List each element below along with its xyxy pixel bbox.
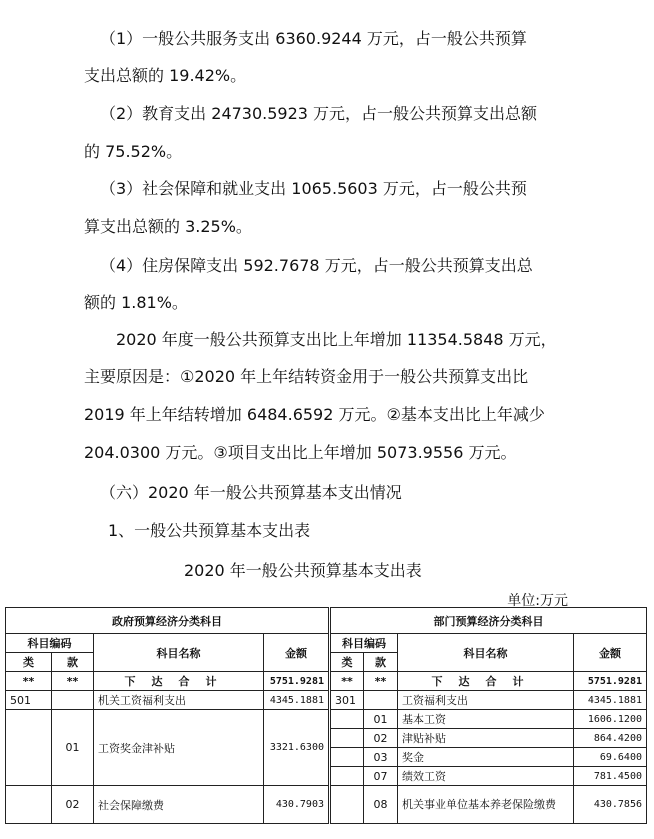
g02-r-amount: 430.7856 (574, 786, 647, 824)
section-heading: （六）2020 年一般公共预算基本支出情况 (100, 483, 402, 502)
g02-r-item: 08 (364, 786, 398, 824)
empty-cell (6, 786, 52, 824)
empty-cell (330, 729, 364, 748)
g01-r3-amount: 781.4500 (574, 767, 647, 786)
g01-r1-item: 02 (364, 729, 398, 748)
total-r-class: ** (330, 672, 364, 691)
left-group-header: 政府预算经济分类科目 (6, 608, 330, 634)
g01-r2-amount: 69.6400 (574, 748, 647, 767)
g01-r0-name: 基本工资 (398, 710, 574, 729)
empty-cell (6, 710, 52, 786)
p5-line4: 204.0300 万元。③项目支出比上年增加 5073.9556 万元。 (84, 443, 517, 462)
table-row (6, 786, 647, 824)
left-amount-header: 金额 (264, 634, 330, 672)
g01-l-name: 工资奖金津补贴 (94, 710, 264, 786)
row501-r-name: 工资福利支出 (398, 691, 574, 710)
g02-l-amount: 430.7903 (264, 786, 330, 824)
left-item-header: 款 (52, 653, 94, 672)
empty-cell (330, 786, 364, 824)
empty-cell (330, 767, 364, 786)
p2-line2: 的 75.52%。 (84, 142, 183, 161)
total-r-name: 下达合计 (398, 672, 574, 691)
row501-l-name: 机关工资福利支出 (94, 691, 264, 710)
empty-cell (364, 691, 398, 710)
empty-cell (330, 710, 364, 729)
g01-l-item: 01 (52, 710, 94, 786)
p2-line1: （2）教育支出 24730.5923 万元，占一般公共预算支出总额 (100, 104, 538, 123)
p3-line1: （3）社会保障和就业支出 1065.5603 万元，占一般公共预 (100, 179, 527, 198)
p4-line2: 额的 1.81%。 (84, 293, 188, 312)
g02-r-name: 机关事业单位基本养老保险缴费 (398, 786, 574, 824)
right-group-header: 部门预算经济分类科目 (330, 608, 647, 634)
total-r-item: ** (364, 672, 398, 691)
p1-line2: 支出总额的 19.42%。 (84, 66, 247, 85)
row501-l-amount: 4345.1881 (264, 691, 330, 710)
right-class-header: 类 (330, 653, 364, 672)
row501-r-class: 301 (330, 691, 364, 710)
right-item-header: 款 (364, 653, 398, 672)
empty-cell (52, 691, 94, 710)
p5-line1: 2020 年度一般公共预算支出比上年增加 11354.5848 万元， (116, 330, 557, 349)
right-name-header: 科目名称 (398, 634, 574, 672)
g01-r1-name: 津贴补贴 (398, 729, 574, 748)
row501-l-class: 501 (6, 691, 52, 710)
table-title: 2020 年一般公共预算基本支出表 (184, 561, 422, 580)
g01-r3-name: 绩效工资 (398, 767, 574, 786)
unit-label: 单位:万元 (507, 593, 568, 609)
g02-l-name: 社会保障缴费 (94, 786, 264, 824)
g01-r3-item: 07 (364, 767, 398, 786)
g01-l-amount: 3321.6300 (264, 710, 330, 786)
p1-line1: （1）一般公共服务支出 6360.9244 万元，占一般公共预算 (100, 29, 527, 48)
total-row (6, 672, 647, 691)
p4-line1: （4）住房保障支出 592.7678 万元，占一般公共预算支出总 (100, 256, 533, 275)
total-l-name: 下达合计 (94, 672, 264, 691)
g01-r0-item: 01 (364, 710, 398, 729)
total-r-amount: 5751.9281 (574, 672, 647, 691)
right-amount-header: 金额 (574, 634, 647, 672)
subsection-heading: 1、一般公共预算基本支出表 (108, 521, 311, 540)
total-l-class: ** (6, 672, 52, 691)
empty-cell (330, 748, 364, 767)
total-l-amount: 5751.9281 (264, 672, 330, 691)
row501-r-amount: 4345.1881 (574, 691, 647, 710)
p5-line3: 2019 年上年结转增加 6484.6592 万元。②基本支出比上年减少 (84, 405, 545, 424)
right-code-header: 科目编码 (330, 634, 398, 653)
total-l-item: ** (52, 672, 94, 691)
basic-expenditure-table (5, 607, 647, 824)
g01-r0-amount: 1606.1200 (574, 710, 647, 729)
g01-r2-name: 奖金 (398, 748, 574, 767)
p5-line2: 主要原因是：①2020 年上年结转资金用于一般公共预算支出比 (84, 367, 529, 386)
g01-r2-item: 03 (364, 748, 398, 767)
table-row (6, 691, 647, 710)
left-class-header: 类 (6, 653, 52, 672)
p3-line2: 算支出总额的 3.25%。 (84, 217, 252, 236)
g01-r1-amount: 864.4200 (574, 729, 647, 748)
g02-l-item: 02 (52, 786, 94, 824)
left-name-header: 科目名称 (94, 634, 264, 672)
left-code-header: 科目编码 (6, 634, 94, 653)
table-row (6, 710, 647, 729)
